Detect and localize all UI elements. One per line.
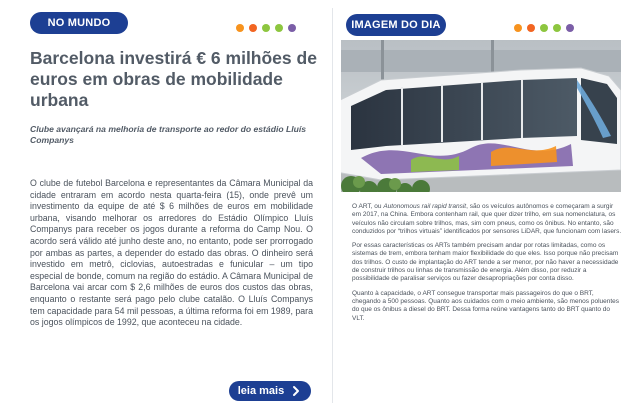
caption-text: O ART, ou [352, 203, 384, 210]
tram-photo [341, 40, 621, 192]
chevron-right-icon [290, 385, 302, 397]
caption-paragraph-1 [352, 203, 622, 236]
read-more-label: leia mais [237, 385, 285, 397]
dot-icon [236, 24, 244, 32]
article-subheadline: Clube avançará na melhoria de transporte ao redor do estádio Lluís Companys [30, 124, 307, 145]
dot-icon [540, 24, 548, 32]
dot-icon [262, 24, 270, 32]
decorative-dots-left [236, 24, 296, 32]
dot-icon [553, 24, 561, 32]
dot-icon [566, 24, 574, 32]
decorative-dots-right [514, 24, 574, 32]
dot-icon [288, 24, 296, 32]
dot-icon [514, 24, 522, 32]
dot-icon [527, 24, 535, 32]
column-divider [332, 8, 333, 403]
caption-emphasis: Autonomous rail rapid transit [383, 203, 467, 210]
dot-icon [249, 24, 257, 32]
tram-illustration [341, 40, 621, 192]
article-body: O clube de futebol Barcelona e representantes da Câmara Municipal da cidade entraram em acordo nesta quarta-feira (15), onde prevê um investimento da equipe de até $ 6 milhões de euros em mobilidade urbana, visando melhorar os arredores do Estádio Olímpico Lluís Companys para receber os jogos durante a reforma do Camp Nou. O acordo será válido até junho deste ano, no entanto, pode ser prorrogado por ambas as partes, a depender do estado das obras. O dinheiro será investido em metrô, ciclovias, autoestradas e funicular – um tipo especial de bonde, comum na região do estádio. A Câmara Municipal de Barcelona vai arcar com $ 2,6 milhões de euros dos custos das obras, enquanto o restante será pago pelo clube catalão. O Lluís Companys tem capacidade para 54 mil pessoas, a última reforma foi em 1989, para os jogos olímpicos de 1992, que aconteceu na cidade. [30, 178, 313, 328]
dot-icon [275, 24, 283, 32]
article-headline: Barcelona investirá € 6 milhões de euros em obras de mobilidade urbana [30, 48, 317, 110]
caption-paragraph-3: Quanto à capacidade, o ART consegue transportar mais passageiros do que o BRT, chegando a 500 pessoas. Quanto aos cuidados com o meio ambiente, são menos poluentes do que os ônibus a diesel do BRT. Dessa forma reúne vantagens tanto do BRT quanto do VLT. [352, 289, 620, 322]
section-badge-no-mundo: NO MUNDO [30, 12, 128, 34]
caption-paragraph-2: Por essas características os ARTs também precisam andar por rotas limitadas, como os sistemas de trem, embora tenham maior flexibilidade do que eles. Isso porque não precisam dos trilhos. O custo de implantação do ART tende a ser menor, por não haver a necessidade de construir trilhos ou linhas de transmissão de energia. Além disso, por reduzir a possibilidade de paralisar serviços ou fazer desapropriações por conta disso. [352, 242, 619, 283]
section-badge-imagem-do-dia: IMAGEM DO DIA [346, 14, 446, 36]
read-more-button[interactable] [229, 381, 311, 401]
caption-text: , são os veículos autônomos e começaram a surgir em 2017, na China. Embora contenham rail, que quer dizer trilho, em sua nomenclatura, os veículos não circulam sobre trilhos, mas, sim com pneus, como os ônibus. No entanto, são conduzidos por “trilhos virtuais” identificados por sensores LiDAR, que funcionam com lasers. [352, 203, 622, 235]
image-caption-text [352, 203, 622, 329]
